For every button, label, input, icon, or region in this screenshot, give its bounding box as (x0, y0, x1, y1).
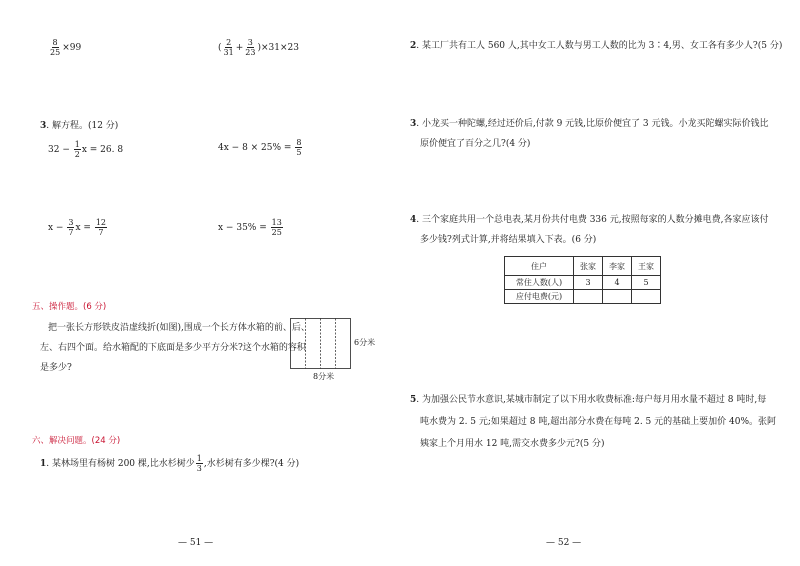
page-number-left: — 51 — (178, 538, 214, 548)
equation-4: x − 35% = $\frac{13}{25}$ (218, 218, 282, 237)
question-3-line-2: 原价便宜了百分之几?(4 分) (420, 139, 531, 149)
section-5-title: 五、操作题。(6 分) (32, 302, 107, 312)
question-4-line-1: 4. 三个家庭共用一个总电表,某月份共付电费 336 元,按照每家的人数分摊电费,各家应该付 (410, 215, 769, 225)
operation-text-line-3: 是多少? (40, 363, 72, 373)
table-row (505, 290, 661, 304)
section-3-heading: 3. 解方程。(12 分) (40, 121, 119, 131)
table-cell (574, 290, 603, 304)
fraction: $\frac{8}{5}$ (296, 138, 302, 157)
question-5-line-1: 5. 为加强公民节水意识,某城市制定了以下用水收费标准:每户每月用水量不超过 8 吨时,每 (410, 395, 767, 405)
table-cell: 4 (603, 276, 632, 290)
fraction: $\frac{1}{2}$ (74, 140, 80, 159)
height-dimension-label: 6分米 (354, 338, 376, 347)
operation-text-line-1: 把一张长方形铁皮沿虚线折(如图),围成一个长方体水箱的前、后、 (48, 323, 310, 333)
table-header-cell: 李家 (603, 257, 632, 276)
table-row (505, 276, 661, 290)
fraction: $\frac{3}{23}$ (245, 38, 256, 57)
table-cell: 5 (632, 276, 661, 290)
operation-text-line-2: 左、右四个面。给水箱配的下底面是多少平方分米?这个水箱的容积 (40, 343, 306, 353)
section-6-title: 六、解决问题。(24 分) (32, 436, 121, 446)
expr-8-25-times-99: $\frac{8}{25}$ ×99 (50, 38, 82, 57)
question-1: 1. 某林场里有杨树 200 棵,比水杉树少 $\frac{1}{3}$ ,水杉树有多少棵?(4 分) (40, 454, 300, 473)
electricity-fee-table (504, 256, 661, 304)
fraction: $\frac{2}{31}$ (223, 38, 234, 57)
question-5-line-2: 吨水费为 2. 5 元;如果超过 8 吨,超出部分水费在每吨 2. 5 元的基础上要加价 40%。张阿 (420, 417, 776, 427)
table-cell: 常住人数(人) (505, 276, 574, 290)
table-header-cell: 王家 (632, 257, 661, 276)
equation-1: 32 − $\frac{1}{2}$ x = 26. 8 (48, 140, 124, 159)
fraction: $\frac{8}{25}$ (50, 38, 61, 57)
equation-3: x − $\frac{3}{7}$ x = $\frac{12}{7}$ (48, 218, 106, 237)
table-cell (603, 290, 632, 304)
question-4-line-2: 多少钱?列式计算,并将结果填入下表。(6 分) (420, 235, 597, 245)
equation-2: 4x − 8 × 25% = $\frac{8}{5}$ (218, 138, 302, 157)
table-cell (632, 290, 661, 304)
page-number-right: — 52 — (546, 538, 582, 548)
width-dimension-label: 8分米 (313, 372, 335, 381)
fraction: $\frac{13}{25}$ (271, 218, 282, 237)
table-header-row (505, 257, 661, 276)
table-header-cell: 张家 (574, 257, 603, 276)
table-header-cell: 住户 (505, 257, 574, 276)
fraction: $\frac{3}{7}$ (68, 218, 74, 237)
question-3-line-1: 3. 小龙买一种陀螺,经过还价后,付款 9 元钱,比原价便宜了 3 元钱。小龙买陀螺实际价钱比 (410, 119, 769, 129)
fraction: $\frac{1}{3}$ (196, 454, 202, 473)
question-5-line-3: 姨家上个月用水 12 吨,需交水费多少元?(5 分) (420, 439, 605, 449)
question-2: 2. 某工厂共有工人 560 人,其中女工人数与男工人数的比为 3∶4,男、女工各有多少人?(5 分) (410, 41, 783, 51)
iron-sheet-diagram (290, 318, 352, 370)
table-cell: 应付电费(元) (505, 290, 574, 304)
table-cell: 3 (574, 276, 603, 290)
expr-bracket-product: ( $\frac{2}{31}$ + $\frac{3}{23}$ )×31×23 (218, 38, 299, 57)
fraction: $\frac{12}{7}$ (95, 218, 106, 237)
